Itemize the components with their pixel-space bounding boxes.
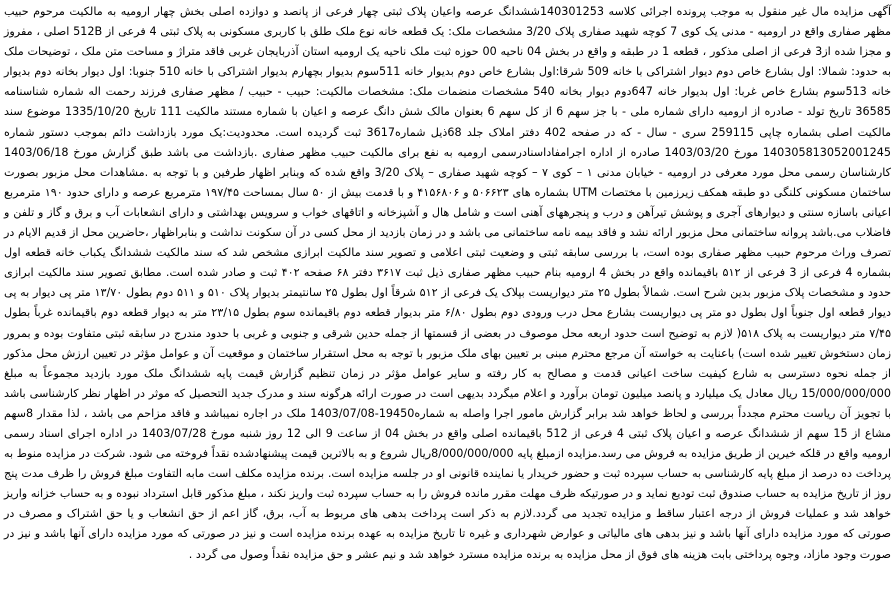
auction-notice-text: آگهی مزایده مال غیر منقول به موجب پرونده اجرائی کلاسه 140301253ششدانگ عرصه واعیان پلاک ثبتی چهار فرعی از پانصد و دوازده اصلی بخش چهار ارومیه به مالکیت مرحوم حبیب مظهر صفاری واقع در ارومیه - مدنی یک کوی 7 کوچه شهید صفاری پلاک 3/20 مشخصات ملک: یک قطعه خانه نوع ملک طلق با کاربری مسکونی به پلاک ثبتی 4 فرعی از 512B اصلی ، مفروز و مجزا شده از3 فرعی از اصلی مذکور ، قطعه 1 در طبقه و واقع در بخش 04 ناحیه 00 حوزه ثبت ملک ناحیه یک ارومیه استان آذربایجان غربی فاقد متراژ و مساحت متن ملک ، توضیحات ملک به حدود: شمالا: اول بشارع خاص دوم دیوار اشتراکی با خانه 509 شرقا:اول بشارع خاص دوم بدیوار خانه 511سوم بدیوار بچهارم بدیوار اشتراکی با خانه 510 جنوبا: اول دیوار بخانه دوم بدیوار خانه 513سوم بشارع خاص غربا: اول بدیوار خانه 647دوم دیوار بخانه 540 مشخصات منضمات ملک: مشخصات مالکیت: حبیب - حبیب / مظهر صفاری فرزند رحمت اله شماره شناسنامه 36585 تاریخ تولد - صادره از ارومیه دارای شماره ملی - با جز سهم 6 از کل سهم 6 بعنوان مالک شش دانگ عرصه و اعیان با شماره مستند مالکیت 111 تاریخ 1335/10/20 موضوع سند مالکیت اصلی بشماره چاپی 259115 سری - سال - که در صفحه 402 دفتر املاک جلد 68ذیل شماره3617 ثبت گردیده است. محدودیت:یک مورد بازداشت دائم بموجب دستور شماره 140305813052001245 مورخ 1403/03/20 صادره از اداره اجرامفاداسنادرسمی ارومیه به نفع برای مالکیت حبیب مظهر صفاری .بازداشت می باشد طبق گزارش مورخ 1403/06/18 کارشناسان رسمی محل مورد معرفی در ارومیه - خیابان مدنی ۱ – کوی ۷ – کوچه شهید صفاری – پلاک 3/20 واقع شده که وبنابر اظهار طرفین و با توجه به .مشاهدات محل مزبور بصورت ساختمان مسکونی کلنگی دو طبقه همکف زیرزمین با مختصات UTM بشماره های ۵۰۶۶۲۳ و ۴۱۵۶۸۰۶ و با قدمت بیش از ۵۰ سال بمساحت ۱۹۷/۴۵ مترمربع عرصه و دارای حدود ۱۹۰ مترمربع اعیانی باسازه سنتی و دیوارهای آجری و پوشش تیرآهن و درب و پنجرههای آهنی است و شامل هال و آشپزخانه و اتاقهای خواب و سرویس بهداشتی و دارای انشعابات آب و برق و گاز و تلفن و فاضلاب می.باشد پروانه ساختمانی محل مزبور ارائه نشد و فاقد بیمه نامه ساختمانی می باشد و در زمان بازدید از محل کسی در آن سکونت نداشت و بنابراظهار ،حاضرین محل از قدیم الایام در تصرف وراث مرحوم حبیب مظهر صفاری بوده است، با بررسی سابقه ثبتی و وضعیت ثبتی اعلامی و تصویر سند مالکیت ابرازی مشخص شد که سند مالکیت ششدانگ یکباب خانه قطعه اول بشماره 4 فرعی از 3 فرعی از ۵۱۲ باقیمانده واقع در بخش 4 ارومیه بنام حبیب مظهر صفاری ذیل ثبت ۳۶۱۷ دفتر ۶۸ صفحه ۴۰۲ ثبت و صادر شده است. مطابق تصویر سند مالکیت ابرازی حدود و مشخصات پلاک مزبور بدین شرح است. شمالاً بطول ۲۵ متر دیواریست بپلاک یک فرعی از ۵۱۲ شرقاً اول بطول ۲۵ سانتیمتر بدیوار پلاک ۵۱۰ و ۵۱۱ دوم بطول ۱۳/۷۰ متر پی دیوار به پی دیوار قطعه اول جنوباً اول بطول دو متر پی دیواریست بشارع محل درب ورودی دوم بطول ۶/۸۰ متر بدیوار قطعه دوم باقیمانده سوم بطول ۲۳/۱۵ متر به دیوار قطعه دوم باقیمانده غرباً بطول ۷/۴۵ متر دیواریست به پلاک ۵۱۸( لازم به توضیح است حدود اربعه محل موصوف در بعضی از قسمتها از جمله حدین شرقی و جنوبی و غربی با حدود مندرج در سابقه ثبتی متفاوت بوده و بمرور زمان دستخوش تغییر شده است) باعنایت به خواسته آن مرجع محترم مبنی بر تعیین بهای ملک مزبور با توجه به محل استقرار ساختمان و موقعیت آن و عوامل مؤثر در تعیین ارزش محل مذکور از جمله نحوه دسترسی به شارع کیفیت ساخت اعیانی قدمت و مصالح به کار رفته و سایر عوامل مؤثر در زمان تنظیم گزارش قیمت پایه ششدانگ ملک مورد بازدید مجموعاً به مبلغ 15/000/000/000 ریال معادل یک میلیارد و پانصد میلیون تومان برآورد و اعلام میگردد بدیهی است در صورت ارائه هرگونه سند و مدرک جدید التحصیل که موثر در اظهار نظر کارشناسی باشد با تجویز آن ریاست محترم مجدداً بررسی و لحاظ خواهد شد برابر گزارش مامور اجرا واصله به شماره19450-1403/07/08 ملک در اجاره نمیباشد و فاقد مزاحم می باشد ، لذا مقدار 8سهم مشاع از 15 سهم از ششدانگ عرصه و اعیان پلاک ثبتی 4 فرعی از 512 باقیمانده اصلی واقع در بخش 04 از ساعت 9 الی 12 روز شنبه مورخ 1403/07/28 در اداره اجرای اسناد رسمی ارومیه واقع در قلکه خیرین از طریق مزایده به فروش می رسد.مزایده ازمبلغ پایه 8/000/000/000ریال شروع و به بالاترین قیمت پیشنهادشده نقداً فروخته می شود. شرکت در مزایده منوط به پرداخت ده درصد از مبلغ پایه کارشناسی به حساب سپرده ثبت و حضور خریدار یا نماینده قانونی او در جلسه مزایده است. برنده مزایده مکلف است مابه التفاوت مبلغ فروش را ظرف مدت پنج روز از تاریخ مزایده به حساب صندوق ثبت تودیع نماید و در صورتیکه ظرف مهلت مقرر مانده فروش را به حساب سپرده ثبت واریز نکند ، مبلغ مذکور قابل استرداد نبوده و به حساب خزانه واریز خواهد شد و عملیات فروش از درجه اعتبار ساقط و مزایده تجدید می گردد.لازم به ذکر است پرداخت بدهی های مربوط به آب، برق، گاز اعم از حق انشعاب و یا حق اشتراک و مصرف در صورتی که مورد مزایده دارای آنها باشد و نیز بدهی های مالیاتی و عوارض شهرداری و غیره تا تاریخ مزایده به عهده برنده مزایده است و نیز در صورتی که مورد مزایده دارای آنها باشد و نیز در صورت وجود مازاد، وجوه پرداختی بابت هزینه های فوق از محل مزایده به برنده مزایده مسترد خواهد شد و نیم عشر و حق مزایده نقداً وصول می گردد . xyxy=(4,5,892,561)
